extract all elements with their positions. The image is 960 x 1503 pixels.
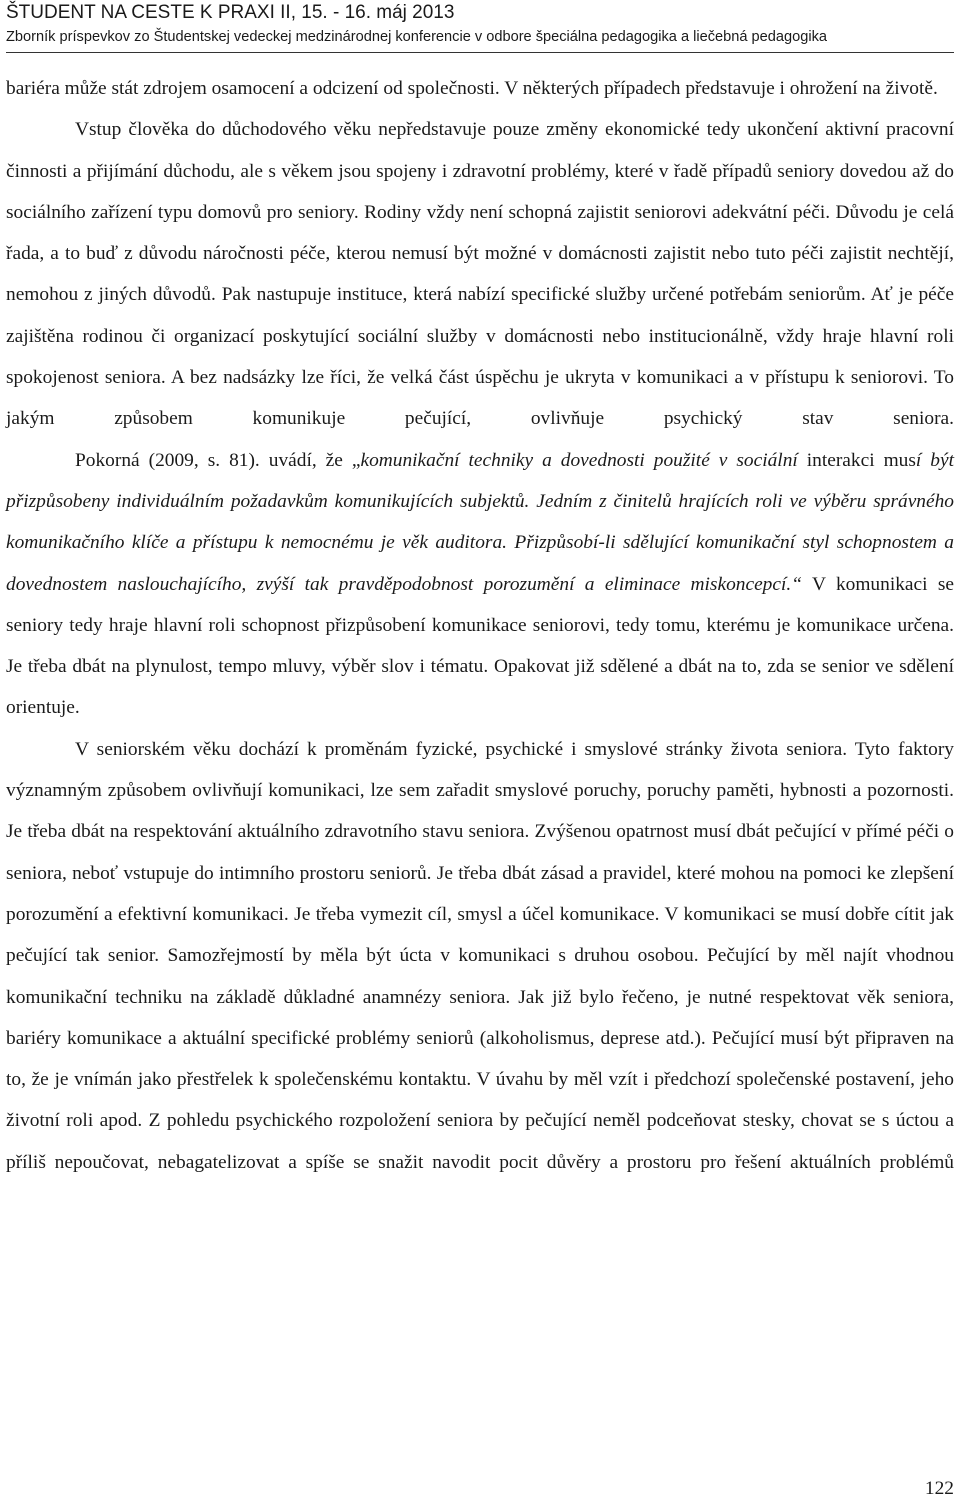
header-title: ŠTUDENT NA CESTE K PRAXI II, 15. - 16. máj 2013 xyxy=(6,2,455,23)
quote-rest: V komunikaci se seniory tedy hraje hlavní roli schopnost přizpůsobení komunikace seniorovi, tedy tomu, kterému je komunikace určena. Je třeba dbát na plynulost, tempo mluvy, výběr slov i tématu. Opakovat již sdělené a dbát na to, zda se senior ve sdělení orientuje. xyxy=(6,573,954,719)
body-text xyxy=(6,68,954,1183)
quote-part-a: komunikační techniky a dovednosti použité v sociální xyxy=(360,449,798,471)
paragraph-3 xyxy=(6,440,954,729)
header-divider xyxy=(6,52,954,53)
paragraph-2: Vstup člověka do důchodového věku nepředstavuje pouze změny ekonomické tedy ukončení aktivní pracovní činnosti a přijímání důchodu, ale s věkem jsou spojeny i zdravotní problémy, které v řadě případů seniory dovedou až do sociálního zařízení typu domovů pro seniory. Rodiny vždy není schopná zajistit seniorovi adekvátní péči. Důvodu je celá řada, a to buď z důvodu náročnosti péče, kterou nemusí být možné v domácnosti zajistit nebo tuto péči zajistit nechtějí, nemohou z jiných důvodů. Pak nastupuje instituce, která nabízí specifické služby určené potřebám seniorům. Ať je péče zajištěna rodinou či organizací poskytující sociální služby v domácnosti nebo institucionálně, vždy hraje hlavní roli spokojenost seniora. A bez nadsázky lze říci, že velká část úspěchu je ukryta v komunikaci a v přístupu k seniorovi. To jakým způsobem komunikuje pečující, ovlivňuje psychický stav seniora. xyxy=(6,119,954,430)
page-number: 122 xyxy=(924,1478,954,1499)
paragraph-1: bariéra může stát zdrojem osamocení a odcizení od společnosti. V některých případech představuje i ohrožení na životě. xyxy=(6,78,938,99)
quote-plain: interakci mus xyxy=(797,449,916,471)
quote-intro: Pokorná (2009, s. 81). uvádí, že „ xyxy=(75,449,361,471)
header-subtitle: Zborník príspevkov zo Študentskej vedeckej medzinárodnej konferencie v odbore špeciálna pedagogika a liečebná pedagogika xyxy=(6,29,828,45)
running-header xyxy=(6,0,954,48)
quote-part-b: í být přizpůsobeny individuálním požadavkům komunikujících subjektů. Jedním z činitelů hrajících roli ve výběru správného komunikačního klíče a přístupu k nemocnému je věk auditora. Přizpůsobí-li sdělující komunikační styl schopnostem a dovednostem naslouchajícího, zvýší tak pravděpodobnost porozumění a eliminace miskoncepcí.“ xyxy=(6,449,954,595)
paragraph-4: V seniorském věku dochází k proměnám fyzické, psychické i smyslové stránky života seniora. Tyto faktory významným způsobem ovlivňují komunikaci, lze sem zařadit smyslové poruchy, poruchy paměti, hybnosti a pozornosti. Je třeba dbát na respektování aktuálního zdravotního stavu seniora. Zvýšenou opatrnost musí dbát pečující v přímé péči o seniora, neboť vstupuje do intimního prostoru seniorů. Je třeba dbát zásad a pravidel, které mohou na pomoci ke zlepšení porozumění a efektivní komunikaci. Je třeba vymezit cíl, smysl a účel komunikace. V komunikaci se musí dobře cítit jak pečující tak senior. Samozřejmostí by měla být úcta v komunikaci s druhou osobou. Pečující by měl najít vhodnou komunikační techniku na základě důkladné anamnézy seniora. Jak již bylo řečeno, je nutné respektovat věk seniora, bariéry komunikace a aktuální specifické problémy seniorů (alkoholismus, deprese atd.). Pečující musí být připraven na to, že je vnímán jako přestřelek k společenskému kontaktu. V úvahu by měl vzít i předchozí společenské postavení, jeho životní roli apod. Z pohledu psychického rozpoložení seniora by pečující neměl podceňovat stesky, chovat se s úctou a příliš nepoučovat, nebagatelizovat a spíše se snažit navodit pocit důvěry a prostoru pro řešení aktuálních problémů xyxy=(6,738,954,1173)
